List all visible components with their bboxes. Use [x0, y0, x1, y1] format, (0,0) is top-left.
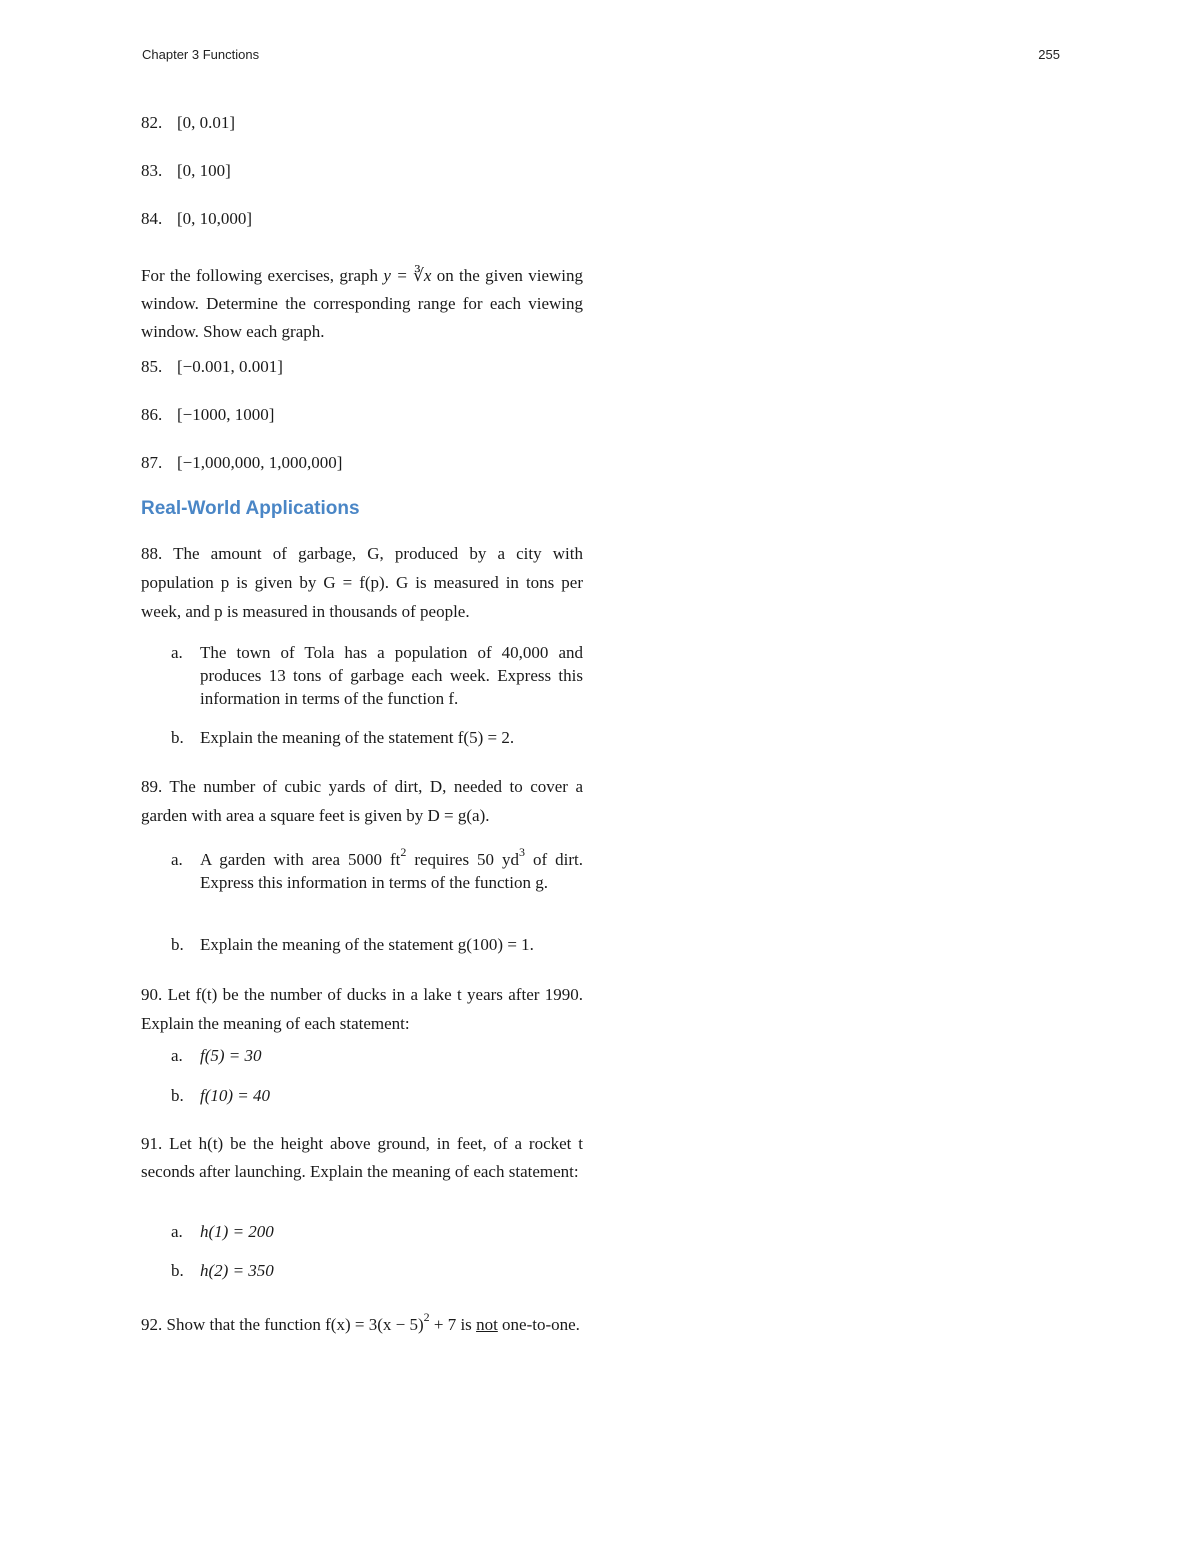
- exponent: 2: [423, 1310, 430, 1325]
- cube-root-formula: y = ∛x: [383, 266, 432, 285]
- exercise-85: [141, 357, 283, 377]
- exercise-text-segment: + 7 is: [429, 1315, 477, 1334]
- exercise-89: 89. The number of cubic yards of dirt, D, needed to cover a garden with area a square feet is given by D = g(a).: [141, 777, 583, 825]
- exponent: 3: [519, 845, 526, 860]
- exercise-88-part-b: [171, 726, 583, 749]
- instructions-text: on the given viewing window. Determine the corresponding range for each viewing window. Show each graph.: [141, 266, 583, 341]
- exercise-91-part-b: [171, 1259, 583, 1282]
- part-letter: b.: [171, 935, 184, 954]
- exercise-87: [141, 453, 342, 473]
- exercise-82: [141, 113, 235, 133]
- exercise-number: 84.: [141, 209, 163, 228]
- exponent: 2: [400, 845, 407, 860]
- part-letter: b.: [171, 1261, 184, 1280]
- instructions-text: For the following exercises, graph: [141, 266, 384, 285]
- part-text-segment: A garden with area 5000 ft: [200, 850, 401, 869]
- part-letter: a.: [171, 850, 183, 869]
- exercise-number: 83.: [141, 161, 163, 180]
- exercise-number: 87.: [141, 453, 163, 472]
- emphasis-not: not: [476, 1315, 498, 1334]
- exercise-92: [141, 1309, 583, 1340]
- exercise-90-part-a: [171, 1044, 583, 1067]
- part-text: f(10) = 40: [200, 1086, 271, 1105]
- exercise-interval: [0, 10,000]: [177, 209, 253, 228]
- part-letter: b.: [171, 1086, 184, 1105]
- exercise-number: 82.: [141, 113, 163, 132]
- part-text-segment: requires 50 yd: [406, 850, 520, 869]
- exercise-text-segment: one-to-one.: [497, 1315, 580, 1334]
- instructions-paragraph: [141, 262, 583, 346]
- exercise-86: [141, 405, 274, 425]
- exercise-text-segment: 92. Show that the function f(x) = 3(x − 5): [141, 1315, 424, 1334]
- exercise-interval: [0, 100]: [177, 161, 231, 180]
- part-text: Explain the meaning of the statement g(100) = 1.: [200, 935, 534, 954]
- part-letter: b.: [171, 728, 184, 747]
- part-letter: a.: [171, 1046, 183, 1065]
- exercise-91: 91. Let h(t) be the height above ground, in feet, of a rocket t seconds after launching. Explain the meaning of each statement:: [141, 1134, 583, 1181]
- part-letter: a.: [171, 1222, 183, 1241]
- exercise-number: 86.: [141, 405, 163, 424]
- part-text: h(1) = 200: [200, 1222, 274, 1241]
- exercise-90-part-b: [171, 1084, 583, 1107]
- page-number: 255: [1038, 47, 1060, 62]
- exercise-interval: [−1000, 1000]: [177, 405, 275, 424]
- exercise-91-part-a: [171, 1220, 583, 1243]
- exercise-number: 85.: [141, 357, 163, 376]
- exercise-interval: [−0.001, 0.001]: [177, 357, 283, 376]
- exercise-89-part-a: [171, 845, 583, 894]
- part-letter: a.: [171, 643, 183, 662]
- exercise-interval: [−1,000,000, 1,000,000]: [177, 453, 343, 472]
- exercise-88-part-a: [171, 641, 583, 710]
- page-header: [142, 47, 1060, 67]
- section-heading: Real-World Applications: [141, 498, 360, 519]
- part-text: h(2) = 350: [200, 1261, 274, 1280]
- exercise-interval: [0, 0.01]: [177, 113, 236, 132]
- exercise-88: 88. The amount of garbage, G, produced by a city with population p is given by G = f(p). G is measured in tons per week, and p is measured in thousands of people.: [141, 544, 583, 621]
- exercise-83: [141, 161, 231, 181]
- exercise-89-part-b: [171, 933, 583, 956]
- exercise-84: [141, 209, 252, 229]
- chapter-title: Chapter 3 Functions: [142, 47, 260, 62]
- exercise-90: 90. Let f(t) be the number of ducks in a lake t years after 1990. Explain the meaning of each statement:: [141, 985, 583, 1033]
- part-text: Explain the meaning of the statement f(5) = 2.: [200, 728, 515, 747]
- part-text: [200, 845, 583, 894]
- part-text: The town of Tola has a population of 40,000 and produces 13 tons of garbage each week. Express this information in terms of the function f.: [200, 643, 583, 708]
- part-text: f(5) = 30: [200, 1046, 262, 1065]
- part-text-segment: of dirt. Express this information in terms of the function g.: [200, 850, 583, 892]
